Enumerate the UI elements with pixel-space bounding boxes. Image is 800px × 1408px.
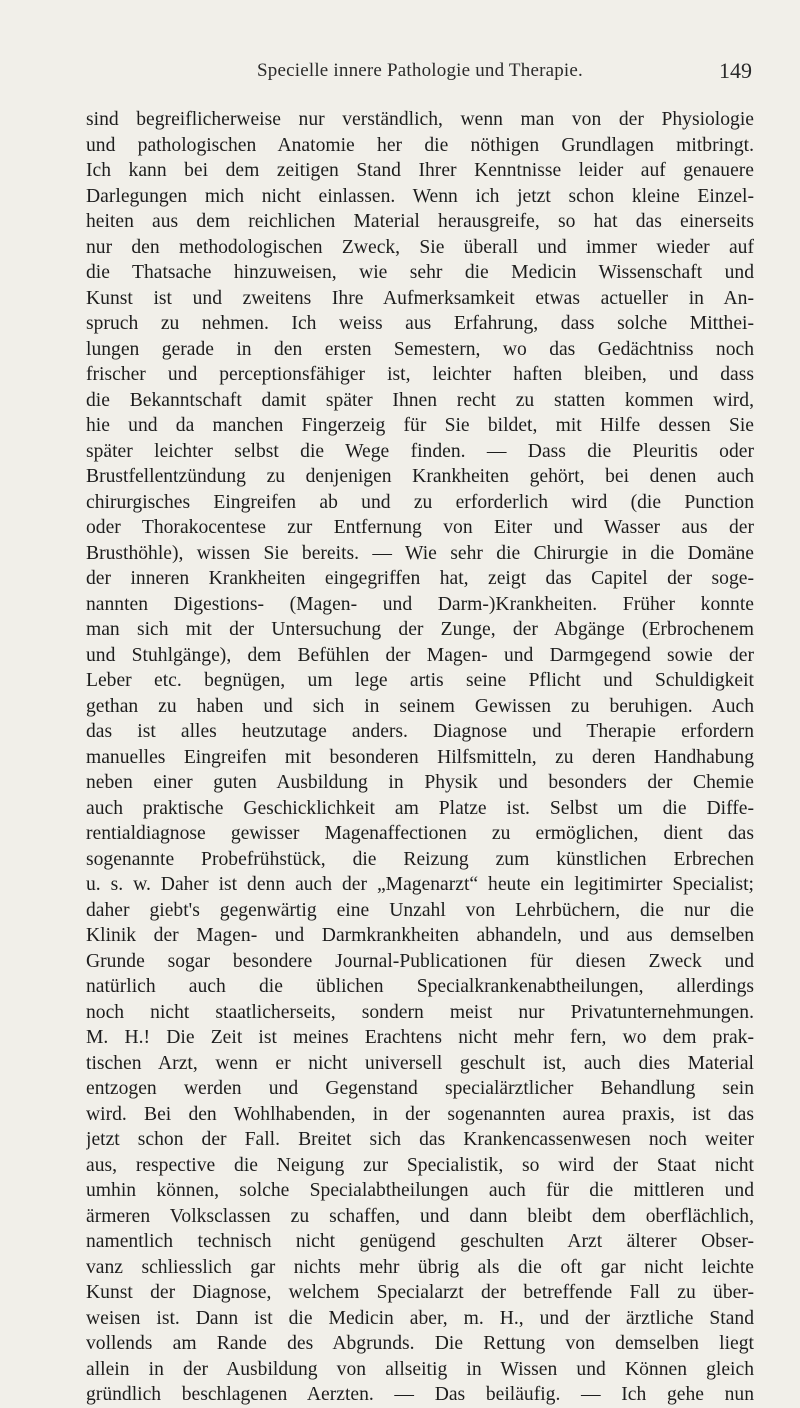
text-line: Brusthöhle), wissen Sie bereits. — Wie sehr die Chirurgie in die Domäne [86, 542, 754, 564]
text-line: noch nicht staatlicherseits, sondern meist nur Privatunternehmungen. [86, 1001, 754, 1023]
running-head [86, 60, 754, 90]
text-line: und pathologischen Anatomie her die nöthigen Grundlagen mitbringt. [86, 134, 754, 156]
text-line: jetzt schon der Fall. Breitet sich das Krankencassenwesen noch weiter [86, 1129, 754, 1150]
text-line: hie und da manchen Fingerzeig für Sie bildet, mit Hilfe dessen Sie [86, 415, 754, 436]
text-line: entzogen werden und Gegenstand specialärztlicher Behandlung sein [86, 1078, 754, 1099]
text-line: Klinik der Magen- und Darmkrankheiten abhandeln, und aus demselben [86, 925, 754, 946]
text-line: die Thatsache hinzuweisen, wie sehr die Medicin Wissenschaft und [86, 262, 754, 283]
text-line: Darlegungen mich nicht einlassen. Wenn ich jetzt schon kleine Einzel- [86, 185, 754, 207]
text-line: namentlich technisch nicht genügend geschulten Arzt älterer Obser- [86, 1231, 754, 1252]
text-line: Ich kann bei dem zeitigen Stand Ihrer Kenntnisse leider auf genauere [86, 160, 754, 181]
text-line: spruch zu nehmen. Ich weiss aus Erfahrung, dass solche Mitthei- [86, 313, 754, 334]
text-line: M. H.! Die Zeit ist meines Erachtens nicht mehr fern, wo dem prak- [86, 1027, 754, 1048]
text-line: Kunst ist und zweitens Ihre Aufmerksamkeit etwas actueller in An- [86, 287, 754, 309]
text-line: weisen ist. Dann ist die Medicin aber, m. H., und der ärztliche Stand [86, 1307, 754, 1329]
text-line: sogenannte Probefrühstück, die Reizung zum künstlichen Erbrechen [86, 848, 754, 870]
text-line: chirurgisches Eingreifen ab und zu erforderlich wird (die Punction [86, 491, 754, 513]
text-line: der inneren Krankheiten eingegriffen hat, zeigt das Capitel der soge- [86, 568, 754, 589]
text-line: oder Thorakocentese zur Entfernung von Eiter und Wasser aus der [86, 517, 754, 538]
text-line: daher giebt's gegenwärtig eine Unzahl von Lehrbüchern, die nur die [86, 899, 754, 921]
text-line: u. s. w. Daher ist denn auch der „Magenarzt“ heute ein legitimirter Specialist; [86, 874, 754, 895]
running-title: Specielle innere Pathologie und Therapie. [257, 60, 583, 81]
text-line: aus, respective die Neigung zur Specialistik, so wird der Staat nicht [86, 1154, 754, 1176]
text-line: lungen gerade in den ersten Semestern, wo das Gedächtniss noch [86, 338, 754, 360]
text-line: Grunde sogar besondere Journal-Publicationen für diesen Zweck und [86, 950, 754, 972]
text-line: später leichter selbst die Wege finden. — Dass die Pleuritis oder [86, 440, 754, 462]
text-line: vanz schliesslich gar nichts mehr übrig als die oft gar nicht leichte [86, 1256, 754, 1278]
text-line: allein in der Ausbildung von allseitig in Wissen und Können gleich [86, 1358, 754, 1380]
text-line: man sich mit der Untersuchung der Zunge, der Abgänge (Erbrochenem [86, 619, 754, 640]
text-line: gründlich beschlagenen Aerzten. — Das beiläufig. — Ich gehe nun [86, 1384, 754, 1405]
text-line: manuelles Eingreifen mit besonderen Hilfsmitteln, zu deren Handhabung [86, 746, 754, 768]
text-line: neben einer guten Ausbildung in Physik und besonders der Chemie [86, 772, 754, 793]
text-line: wird. Bei den Wohlhabenden, in der sogenannten aurea praxis, ist das [86, 1103, 754, 1125]
body-text [86, 107, 754, 1408]
text-line: rentialdiagnose gewisser Magenaffectionen zu ermöglichen, dient das [86, 823, 754, 844]
text-line: ärmeren Volksclassen zu schaffen, und dann bleibt dem oberflächlich, [86, 1205, 754, 1227]
text-line: heiten aus dem reichlichen Material herausgreife, so hat das einerseits [86, 211, 754, 232]
text-line: nannten Digestions- (Magen- und Darm-)Krankheiten. Früher konnte [86, 593, 754, 615]
text-line: tischen Arzt, wenn er nicht universell geschult ist, auch dies Material [86, 1052, 754, 1074]
text-line: umhin können, solche Specialabtheilungen auch für die mittleren und [86, 1180, 754, 1201]
text-line: nur den methodologischen Zweck, Sie überall und immer wieder auf [86, 236, 754, 258]
text-line: Brustfellentzündung zu denjenigen Krankheiten gehört, bei denen auch [86, 466, 754, 487]
text-line: Leber etc. begnügen, um lege artis seine Pflicht und Schuldigkeit [86, 670, 754, 691]
text-line: gethan zu haben und sich in seinem Gewissen zu beruhigen. Auch [86, 695, 754, 717]
text-line: die Bekanntschaft damit später Ihnen recht zu statten kommen wird, [86, 389, 754, 411]
text-line: das ist alles heutzutage anders. Diagnose und Therapie erfordern [86, 721, 754, 742]
text-line: Kunst der Diagnose, welchem Specialarzt der betreffende Fall zu über- [86, 1282, 754, 1303]
text-line: und Stuhlgänge), dem Befühlen der Magen- und Darmgegend sowie der [86, 644, 754, 666]
page-number: 149 [719, 58, 752, 83]
text-line: frischer und perceptionsfähiger ist, leichter haften bleiben, und dass [86, 364, 754, 385]
text-line: sind begreiflicherweise nur verständlich, wenn man von der Physiologie [86, 109, 754, 130]
text-line: vollends am Rande des Abgrunds. Die Rettung von demselben liegt [86, 1333, 754, 1354]
text-line: auch praktische Geschicklichkeit am Platze ist. Selbst um die Diffe- [86, 797, 754, 819]
text-line: natürlich auch die üblichen Specialkrankenabtheilungen, allerdings [86, 976, 754, 997]
